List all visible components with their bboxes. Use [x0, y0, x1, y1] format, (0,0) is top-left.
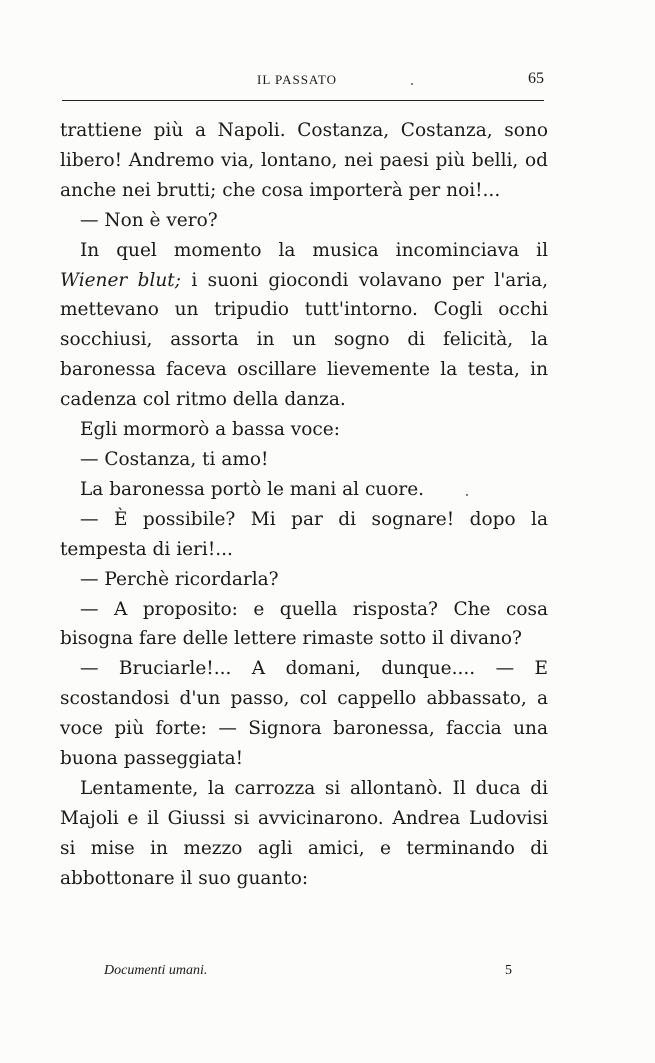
text-segment: Egli mormorò a bassa voce: [80, 419, 340, 441]
text-segment: — A proposito: e quella risposta? Che cosa bisogna fare delle lettere rimaste sotto il divano? [60, 598, 548, 650]
paragraph [60, 595, 548, 655]
text-segment: Lentamente, la carrozza si allontanò. Il duca di Majoli e il Giussi si avvicinarono. Andrea Ludovisi si mise in mezzo agli amici, e terminando di abbottonare il suo guanto: [60, 777, 548, 889]
page-footer [104, 963, 512, 983]
paragraph [60, 505, 548, 565]
paper-speck [466, 494, 468, 496]
signature-number: 5 [505, 963, 512, 978]
paragraph [60, 654, 548, 774]
italic-text: Wiener blut; [60, 269, 181, 291]
paragraph [60, 116, 548, 206]
text-segment: La baronessa portò le mani al cuore. [80, 478, 425, 500]
paragraph [60, 445, 548, 475]
text-segment: — È possibile? Mi par di sognare! dopo la tempesta di ieri!... [60, 508, 548, 560]
signature-mark: Documenti umani. [104, 963, 208, 978]
text-segment: — Perchè ricordarla? [80, 568, 279, 590]
text-segment: i suoni giocondi volavano per l'aria, mettevano un tripudio tutt'intorno. Cogli occhi socchiusi, assorta in un sogno di felicità, la baronessa faceva oscillare lievemente la testa, in cadenza col ritmo della danza. [60, 269, 548, 411]
body-text [60, 116, 548, 894]
text-segment: trattiene più a Napoli. Costanza, Costanza, sono libero! Andremo via, lontano, nei paesi più belli, od anche nei brutti; che cosa importerà per noi!... [60, 120, 548, 201]
page-header [62, 72, 544, 94]
paper-speck [411, 83, 413, 85]
header-rule [62, 100, 544, 101]
paragraph [60, 774, 548, 894]
text-segment: — Costanza, ti amo! [80, 448, 269, 470]
page-number: 65 [528, 70, 544, 87]
running-title: IL PASSATO [257, 72, 337, 87]
paragraph [60, 206, 548, 236]
paragraph [60, 236, 548, 415]
text-segment: In quel momento la musica incominciava il [80, 239, 548, 261]
text-segment: — Bruciarle!... A domani, dunque.... — E scostandosi d'un passo, col cappello abbassato, a voce più forte: — Signora baronessa, faccia una buona passeggiata! [60, 658, 548, 770]
paragraph [60, 415, 548, 445]
paragraph [60, 475, 548, 505]
text-segment: — Non è vero? [80, 209, 218, 231]
paragraph [60, 565, 548, 595]
